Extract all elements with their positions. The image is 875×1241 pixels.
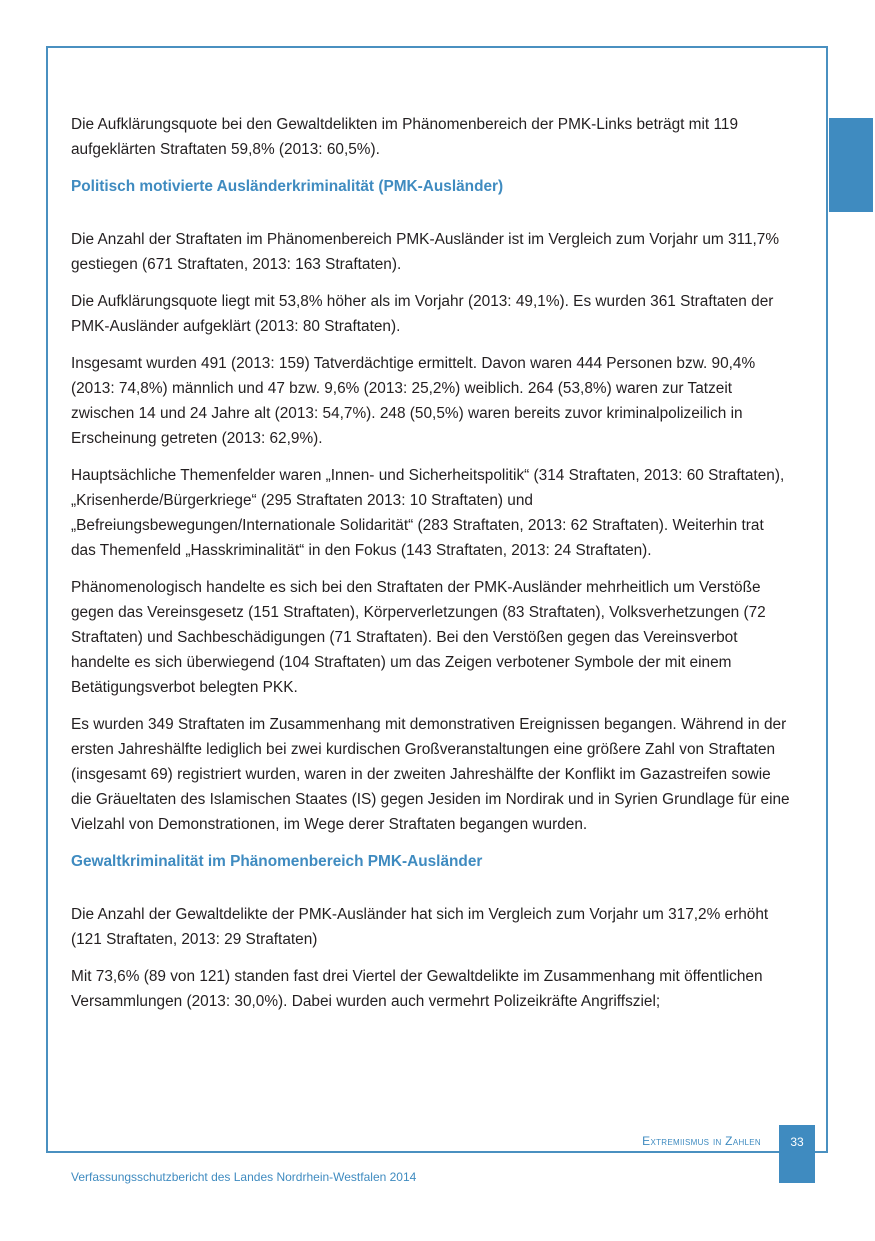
paragraph: Die Anzahl der Straftaten im Phänomenbereich PMK-Ausländer ist im Vergleich zum Vorjahr um 311,7% gestiegen (671 Straftaten, 2013: 163 Straftaten). xyxy=(71,231,780,273)
paragraph: Hauptsächliche Themenfelder waren „Innen- und Sicherheitspolitik“ (314 Straftaten, 2013: 60 Straftaten), „Krisenherde/Bürgerkriege“ (295 Straftaten 2013: 10 Straftaten) und „Befreiungsbewegungen/Internationale Solidarität“ (283 Straftaten, 2013: 62 Straftaten). Weiterhin trat das Themenfeld „Hasskriminalität“ in den Fokus (143 Straftaten, 2013: 24 Straftaten). xyxy=(71,467,785,559)
paragraph: Die Anzahl der Gewaltdelikte der PMK-Ausländer hat sich im Vergleich zum Vorjahr um 317,2% erhöht (121 Straftaten, 2013: 29 Straftaten) xyxy=(71,906,769,948)
section-heading: Gewaltkriminalität im Phänomenbereich PMK-Ausländer xyxy=(71,853,483,870)
running-head: Extremiismus in Zahlen xyxy=(642,1134,761,1148)
paragraph: Die Aufklärungsquote bei den Gewaltdelikten im Phänomenbereich der PMK-Links beträgt mit 119 aufgeklärten Straftaten 59,8% (2013: 60,5%). xyxy=(71,116,739,158)
paragraph: Die Aufklärungsquote liegt mit 53,8% höher als im Vorjahr (2013: 49,1%). Es wurden 361 Straftaten der PMK-Ausländer aufgeklärt (2013: 80 Straftaten). xyxy=(71,293,774,335)
paragraph: Insgesamt wurden 491 (2013: 159) Tatverdächtige ermittelt. Davon waren 444 Personen bzw. 90,4% (2013: 74,8%) männlich und 47 bzw. 9,6% (2013: 25,2%) weiblich. 264 (53,8%) waren zur Tatzeit zwischen 14 und 24 Jahre alt (2013: 54,7%). 248 (50,5%) waren bereits zuvor kriminalpolizeilich in Erscheinung getreten (2013: 62,9%). xyxy=(71,355,756,447)
page-number: 33 xyxy=(779,1125,815,1183)
main-text xyxy=(71,112,791,1026)
paragraph: Mit 73,6% (89 von 121) standen fast drei Viertel der Gewaltdelikte im Zusammenhang mit öffentlichen Versammlungen (2013: 30,0%). Dabei wurden auch vermehrt Polizeikräfte Angriffsziel; xyxy=(71,968,763,1010)
paragraph: Es wurden 349 Straftaten im Zusammenhang mit demonstrativen Ereignissen begangen. Während in der ersten Jahreshälfte lediglich bei zwei kurdischen Großveranstaltungen eine größere Zahl von Straftaten (insgesamt 69) registriert wurden, waren in der zweiten Jahreshälfte der Konflikt im Gazastreifen sowie die Gräueltaten des Islamischen Staates (IS) gegen Jesiden im Nordirak und in Syrien Grundlage für eine Vielzahl von Demonstrationen, im Wege derer Straftaten begangen wurden. xyxy=(71,716,790,833)
section-heading: Politisch motivierte Ausländerkriminalität (PMK-Ausländer) xyxy=(71,178,504,195)
chapter-tab-marker xyxy=(829,118,873,212)
publication-footer: Verfassungsschutzbericht des Landes Nordrhein-Westfalen 2014 xyxy=(71,1170,417,1184)
paragraph: Phänomenologisch handelte es sich bei den Straftaten der PMK-Ausländer mehrheitlich um Verstöße gegen das Vereinsgesetz (151 Straftaten), Körperverletzungen (83 Straftaten), Volksverhetzungen (72 Straftaten) und Sachbeschädigungen (71 Straftaten). Bei den Verstößen gegen das Vereinsverbot handelte es sich überwiegend (104 Straftaten) um das Zeigen verbotener Symbole der mit einem Betätigungsverbot belegten PKK. xyxy=(71,579,766,696)
